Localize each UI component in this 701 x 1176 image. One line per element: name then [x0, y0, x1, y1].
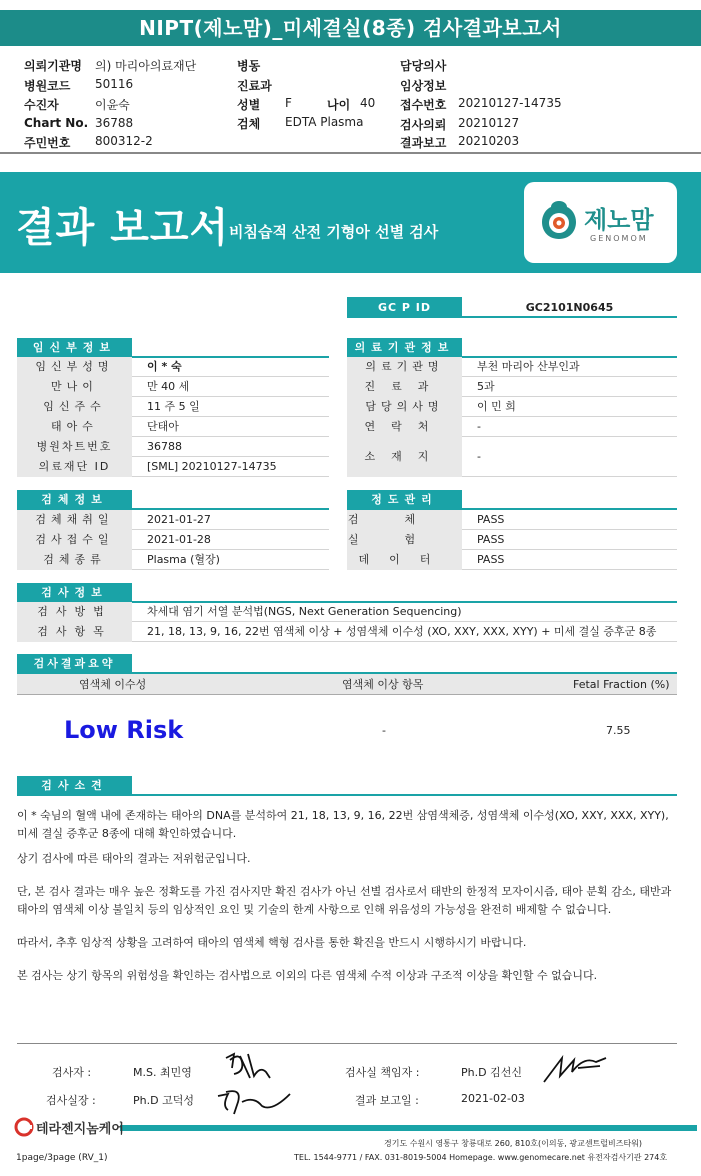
qc-row-data [347, 550, 677, 570]
summary-col-abnormal: 염색체 이상 항목 [342, 678, 424, 691]
pregnant-age-value: 만 40 세 [147, 380, 190, 393]
inst-doctor-label: 담당의사명 [347, 397, 462, 417]
chart-value: 36788 [95, 116, 134, 130]
gcpid-value: GC2101N0645 [462, 297, 677, 318]
specimen-value: EDTA Plasma [285, 115, 364, 129]
test-method-value: 차세대 염기 서열 분석법(NGS, Next Generation Sequencing) [147, 605, 462, 618]
pregnant-fetus-value: 단태아 [147, 420, 179, 433]
findings-paragraph-3: 단, 본 검사 결과는 매우 높은 정확도를 가진 검사지만 확진 검사가 아닌 선별 검사로서 태반의 한정적 모자이시즘, 태아 분획 감소, 태반과 태아의 염색체 이상 불일치 등의 임상적인 요인 및 기술의 한계 사항으로 인해 위음성의 가능성을 완전히 배제할 수 없습니다. [17, 885, 672, 916]
footer-contact: TEL. 1544-9771 / FAX. 031-8019-5004 Homepage. www.genomecare.net 유전자검사기관 274호 [294, 1153, 668, 1162]
institution-info-heading: 의료기관정보 [347, 338, 462, 357]
pregnant-chart-label: 병원차트번호 [17, 437, 132, 457]
qc-experiment-value: PASS [477, 533, 505, 546]
age-value: 40 [360, 96, 376, 110]
inst-name-label: 의료기관명 [347, 357, 462, 377]
findings-rule [17, 794, 677, 796]
inst-row-name [347, 357, 677, 377]
inst-address-label: 소재지 [347, 437, 462, 477]
findings-heading: 검사소견 [17, 776, 132, 795]
request-value: 20210127 [458, 116, 520, 130]
qc-row-experiment [347, 530, 677, 550]
lab-chief-label: 검사실장 : [46, 1094, 96, 1107]
pregnant-row-chart [17, 437, 329, 457]
lab-head-value: Ph.D 김선신 [461, 1066, 522, 1079]
header-divider [0, 152, 701, 154]
summary-col-fetal-fraction: Fetal Fraction (%) [573, 678, 670, 691]
pregnant-row-name [17, 357, 329, 377]
accession-value: 20210127-14735 [458, 96, 562, 110]
doctor-label: 담당의사 [400, 59, 447, 73]
findings-paragraph-4: 따라서, 추후 임상적 상황을 고려하여 태아의 염색체 핵형 검사를 통한 확진을 반드시 시행하시기 바랍니다. [17, 936, 527, 949]
pregnant-row-weeks [17, 397, 329, 417]
tester-signature-icon [220, 1048, 280, 1086]
ward-label: 병동 [237, 59, 261, 73]
pregnant-name-value: 이 * 숙 [147, 360, 182, 373]
footer-address: 경기도 수원시 영통구 창룡대로 260, 810호(이의동, 광교센트럴비즈타워) [384, 1139, 643, 1148]
qc-row-specimen [347, 510, 677, 530]
specimen-type-value: Plasma (혈장) [147, 553, 220, 566]
summary-col-aneuploidy: 염색체 이수성 [79, 678, 147, 691]
pregnant-name-label: 임신부성명 [17, 357, 132, 377]
pregnant-id-label: 의료재단 ID [17, 457, 132, 477]
inst-row-dept [347, 377, 677, 397]
qc-specimen-value: PASS [477, 513, 505, 526]
lab-head-signature-icon [540, 1048, 612, 1086]
inst-dept-value: 5과 [477, 380, 495, 393]
specimen-receive-label: 검사접수일 [17, 530, 132, 550]
sex-label: 성별 [237, 98, 261, 112]
company-logo-icon [14, 1117, 34, 1137]
summary-header-row [17, 674, 677, 695]
inst-address-value: - [477, 450, 481, 463]
lab-chief-value: Ph.D 고덕성 [133, 1094, 194, 1107]
qc-experiment-label: 실험 [347, 530, 462, 550]
report-value: 20210203 [458, 134, 520, 148]
page-number: 1page/3page (RV_1) [16, 1153, 108, 1163]
report-date-label: 결과 보고일 : [355, 1094, 419, 1107]
specimen-collect-value: 2021-01-27 [147, 513, 211, 526]
banner-title: 결과 보고서 [16, 205, 230, 251]
examinee-label: 수진자 [24, 98, 59, 112]
inst-contact-value: - [477, 420, 481, 433]
document-title: NIPT(제노맘)_미세결실(8종) 검사결과보고서 [0, 10, 701, 46]
tester-value: M.S. 최민영 [133, 1066, 192, 1079]
sex-value: F [285, 96, 292, 110]
report-label: 결과보고 [400, 136, 447, 150]
logo-subtext: GENOMOM [590, 234, 648, 243]
specimen-receive-value: 2021-01-28 [147, 533, 211, 546]
test-method-label: 검사방법 [17, 602, 132, 622]
footer-accent-line [120, 1125, 697, 1131]
qc-heading: 정도관리 [347, 490, 462, 509]
qc-data-label: 데이터 [347, 550, 462, 570]
test-row-method [17, 602, 677, 622]
hospital-code-label: 병원코드 [24, 79, 71, 93]
summary-heading: 검사결과요약 [17, 654, 132, 673]
findings-paragraph-1: 이 * 숙님의 혈액 내에 존재하는 태아의 DNA를 분석하여 21, 18, 13, 9, 16, 22번 삼염색체증, 성염색체 이수성(XO, XXY, XXX, XYY), 미세 결실 증후군 8종에 대해 확인하였습니다. [17, 809, 669, 840]
banner-subtitle: 비침습적 산전 기형아 선별 검사 [229, 223, 439, 241]
inst-row-address [347, 437, 677, 477]
test-items-value: 21, 18, 13, 9, 16, 22번 염색체 이상 + 성염색체 이수성 (XO, XXY, XXX, XYY) + 미세 결실 증후군 8종 [147, 625, 657, 638]
age-label: 나이 [327, 98, 351, 112]
specimen-row-collect [17, 510, 329, 530]
qc-data-value: PASS [477, 553, 505, 566]
report-date-value: 2021-02-03 [461, 1092, 525, 1105]
pregnant-row-id [17, 457, 329, 477]
findings-paragraph-5: 본 검사는 상기 항목의 위험성을 확인하는 검사법으로 이외의 다른 염색체 수적 이상과 구조적 이상을 확인할 수 없습니다. [17, 969, 598, 982]
specimen-type-label: 검체종류 [17, 550, 132, 570]
pregnant-fetus-label: 태아수 [17, 417, 132, 437]
lab-head-label: 검사실 책임자 : [345, 1066, 420, 1079]
request-label: 검사의뢰 [400, 118, 447, 132]
pregnant-row-fetus [17, 417, 329, 437]
result-abnormal-value: - [382, 724, 386, 737]
specimen-label: 검체 [237, 117, 261, 131]
result-fetal-fraction-value: 7.55 [606, 724, 631, 737]
accession-label: 접수번호 [400, 98, 447, 112]
gcpid-label: GC P ID [347, 297, 462, 318]
specimen-collect-label: 검체채취일 [17, 510, 132, 530]
test-row-items [17, 622, 677, 642]
specimen-info-heading: 검체정보 [17, 490, 132, 509]
inst-contact-label: 연락처 [347, 417, 462, 437]
institution-value: 의) 마리아의료재단 [95, 59, 197, 73]
pregnant-chart-value: 36788 [147, 440, 182, 453]
lab-chief-signature-icon [212, 1086, 296, 1120]
pregnant-weeks-value: 11 주 5 일 [147, 400, 200, 413]
specimen-row-receive [17, 530, 329, 550]
specimen-row-type [17, 550, 329, 570]
chart-label: Chart No. [24, 116, 89, 130]
institution-label: 의뢰기관명 [24, 59, 82, 73]
genomom-logo-icon [536, 197, 582, 243]
pregnant-row-age [17, 377, 329, 397]
inst-doctor-value: 이 민 희 [477, 400, 516, 413]
signature-divider [17, 1043, 677, 1044]
examinee-value: 이윤숙 [95, 98, 130, 112]
test-info-heading: 검사정보 [17, 583, 132, 602]
inst-row-contact [347, 417, 677, 437]
dept-label: 진료과 [237, 79, 272, 93]
test-items-label: 검사항목 [17, 622, 132, 642]
tester-label: 검사자 : [52, 1066, 92, 1079]
inst-name-value: 부천 마리아 산부인과 [477, 360, 580, 373]
inst-row-doctor [347, 397, 677, 417]
hospital-code-value: 50116 [95, 77, 134, 91]
logo-text: 제노맘 [584, 206, 654, 234]
inst-dept-label: 진료과 [347, 377, 462, 397]
company-name: 테라젠지놈케어 [36, 1122, 124, 1137]
pregnant-weeks-label: 임신주수 [17, 397, 132, 417]
pregnant-info-heading: 임신부정보 [17, 338, 132, 357]
resident-label: 주민번호 [24, 136, 71, 150]
pregnant-id-value: [SML] 20210127-14735 [147, 460, 277, 473]
clinical-label: 임상정보 [400, 79, 447, 93]
result-low-risk: Low Risk [64, 716, 184, 744]
resident-value: 800312-2 [95, 134, 153, 148]
findings-paragraph-2: 상기 검사에 따른 태아의 결과는 저위험군입니다. [17, 852, 251, 865]
pregnant-age-label: 만나이 [17, 377, 132, 397]
qc-specimen-label: 검체 [347, 510, 462, 530]
